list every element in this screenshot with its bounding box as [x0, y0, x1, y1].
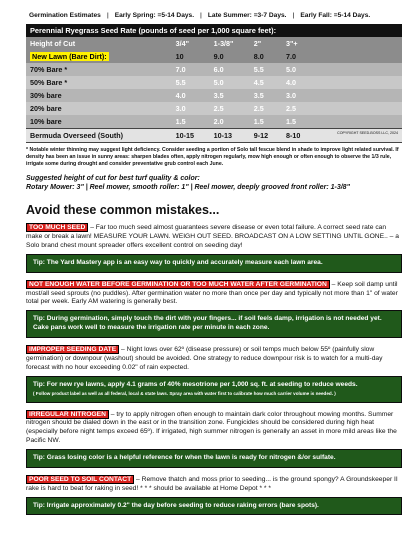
row-label: [26, 50, 172, 63]
mistake-tag: NOT ENOUGH WATER BEFORE GERMINATION OR TOO MUCH WATER AFTER GERMINATION: [26, 280, 330, 289]
germination-estimates: [26, 6, 402, 24]
mistake-nitrogen: [26, 411, 402, 468]
header-cell: 3/4": [172, 37, 210, 50]
table-cell: 10-15: [172, 129, 210, 143]
early-fall-estimate: Early Fall: =5-14 Days.: [300, 12, 371, 19]
mistake-water: [26, 281, 402, 338]
tip-box: [26, 310, 402, 338]
mistake-seed-soil-contact: [26, 476, 402, 516]
table-cell: 10: [172, 50, 210, 63]
table-header-row: [26, 37, 402, 50]
table-cell: 6.0: [210, 63, 250, 76]
table-cell: [282, 129, 402, 143]
mistake-tag: IRREGULAR NITROGEN: [26, 410, 109, 419]
suggested-heading: Suggested height of cut for best turf quality & color:: [26, 174, 200, 182]
table-cell: 2.5: [282, 102, 402, 115]
table-cell: 4.0: [282, 76, 402, 89]
late-summer-estimate: Late Summer: =3-7 Days.: [207, 12, 287, 19]
table-cell: 4.5: [250, 76, 282, 89]
tip-box: [26, 254, 402, 273]
table-cell: 5.5: [172, 76, 210, 89]
early-spring-estimate: Early Spring: =5-14 Days.: [114, 12, 195, 19]
table-cell: 5.0: [210, 76, 250, 89]
copyright-text: COPYRIGHT SEED-BOSS LLC, 2024: [337, 131, 398, 136]
bermuda-value: 8-10: [285, 131, 301, 141]
table-cell: 3.0: [282, 89, 402, 102]
separator: |: [200, 12, 202, 19]
mistake-text: – Keep soil damp until most/all seed sprouts (no puddles). After germination water no more than once per day and typically not more than 1" of water total per week. Early AM watering is generally best.: [26, 280, 398, 306]
table-row: [26, 129, 402, 143]
table-cell: 8.0: [250, 50, 282, 63]
table-cell: 1.5: [282, 115, 402, 129]
mistake-text: – Night lows over 62º (disease pressure) or soil temps much below 55º (painfully slow germination) or downpour (washout) should be avoided. One strategy to reduce downpour risk is to watch for a multi-day forecast with no hour exceeding 0.02" of rain expected.: [26, 345, 383, 371]
suggested-mower-heights: Rotary Mower: 3" | Reel mower, smooth roller: 1" | Reel mower, deeply grooved front roller: 1-3/8": [26, 184, 350, 192]
tip-text: Tip: Irrigate approximately 0.2" the day before seeding to reduce raking errors (bare spots).: [33, 501, 319, 509]
row-label: 70% Bare *: [26, 63, 172, 76]
table-row: [26, 50, 402, 63]
mistake-seeding-date: [26, 346, 402, 403]
row-label: 30% bare: [26, 89, 172, 102]
table-cell: 7.0: [172, 63, 210, 76]
tip-small-print: ( Follow product label as well as all federal, local & state laws. Spray area with water first to calibrate how much carrier volume is needed. ): [33, 391, 336, 397]
mistake-too-much-seed: [26, 224, 402, 272]
table-title-row: [26, 24, 402, 37]
table-cell: 5.5: [250, 63, 282, 76]
table-row: [26, 63, 402, 76]
table-cell: 1.5: [172, 115, 210, 129]
table-cell: 3.5: [250, 89, 282, 102]
table-cell: 2.0: [210, 115, 250, 129]
header-cell: 1-3/8": [210, 37, 250, 50]
tip-text: Tip: For new rye lawns, apply 4.1 grams of 40% mesotrione per 1,000 sq. ft. at seeding to reduce weeds.: [33, 380, 358, 388]
row-label: Bermuda Overseed (South): [26, 129, 172, 143]
row-label: 20% bare: [26, 102, 172, 115]
row-label: 50% Bare *: [26, 76, 172, 89]
mistakes-heading: Avoid these common mistakes...: [26, 202, 220, 217]
mistake-text: – try to apply nitrogen often enough to maintain dark color throughout mowing months. Summer nitrogen should be dialed down in the east or in the transition zone. Fungicides should be considered during high heat (especially before night temps exceed 65º). If irrigated, high summer nitrogen is generally an asset in more mild areas like the Pacific NW.: [26, 410, 397, 445]
tip-text: Tip: During germination, simply touch the dirt with your fingers... if soil feels damp, irrigation is not needed yet. Cake pans work well to measure the irrigation rate per minute in each zone.: [33, 315, 382, 332]
table-cell: 10-13: [210, 129, 250, 143]
tip-text: Tip: The Yard Mastery app is an easy way to quickly and accurately measure each lawn area.: [33, 258, 323, 266]
mistake-tag: POOR SEED TO SOIL CONTACT: [26, 475, 134, 484]
mistake-text-block: [26, 476, 402, 494]
mistake-text-block: [26, 281, 402, 308]
table-row: [26, 115, 402, 129]
tip-box: [26, 449, 402, 468]
table-cell: 1.5: [250, 115, 282, 129]
table-cell: 4.0: [172, 89, 210, 102]
header-cell: 3"+: [282, 37, 402, 50]
tip-text: Tip: Grass losing color is a helpful reference for when the lawn is ready for nitrogen &/or sulfate.: [33, 453, 336, 461]
table-row: [26, 102, 402, 115]
mistake-tag: TOO MUCH SEED: [26, 223, 88, 232]
footnote: * Notable winter thinning may suggest light deficiency. Consider seeding a portion of Solo tall fescue blend in shade to improve light related survival. If density has been an issue in sunny areas: sharpen blades often, apply nitrogen regularly, mow high enough or often enough to observe the 1/3 rule, irrigate some during drought and consider preventative grub control each June.: [26, 147, 399, 167]
new-lawn-highlight: New Lawn (Bare Dirt):: [32, 52, 107, 62]
table-cell: 2.5: [210, 102, 250, 115]
table-cell: 5.0: [282, 63, 402, 76]
table-cell: 3.5: [210, 89, 250, 102]
header-cell: 2": [250, 37, 282, 50]
row-label: 10% bare: [26, 115, 172, 129]
tip-box: [26, 376, 402, 403]
mistake-text-block: [26, 224, 402, 251]
seed-rate-table: [26, 24, 402, 143]
estimates-label: Germination Estimates: [29, 12, 101, 19]
table-row: [26, 89, 402, 102]
table-cell: 3.0: [172, 102, 210, 115]
table-cell: 7.0: [282, 50, 402, 63]
table-cell: 9.0: [210, 50, 250, 63]
table-title: Perennial Ryegrass Seed Rate (pounds of seed per 1,000 square feet):: [26, 24, 402, 37]
table-row: [26, 76, 402, 89]
separator: |: [292, 12, 295, 19]
table-cell: 2.5: [250, 102, 282, 115]
mistake-text-block: [26, 346, 402, 373]
suggested-height: [26, 174, 402, 193]
mistake-text: – Remove thatch and moss prior to seeding... is the ground spongy? A Groundskeeper II rake is hard to beat for raking in seed! * * * should be available at Home Depot * * *: [26, 475, 398, 492]
table-cell: 9-12: [250, 129, 282, 143]
separator: |: [106, 12, 109, 19]
mistake-text: – Far too much seed almost guarantees severe disease or even total failure. A correct seed rate can make or break a lawn! MEASURE YOUR LAWN. WEIGH OUT SEED. BROADCAST ON A LOW SETTING UNTIL GONE.. – a Solo brand chest mount spreader offers excellent control on seeding day!: [26, 224, 399, 249]
header-cell: Height of Cut: [26, 37, 172, 50]
mistake-text-block: [26, 411, 402, 446]
tip-box: [26, 497, 402, 516]
mistake-tag: IMPROPER SEEDING DATE: [26, 345, 119, 354]
